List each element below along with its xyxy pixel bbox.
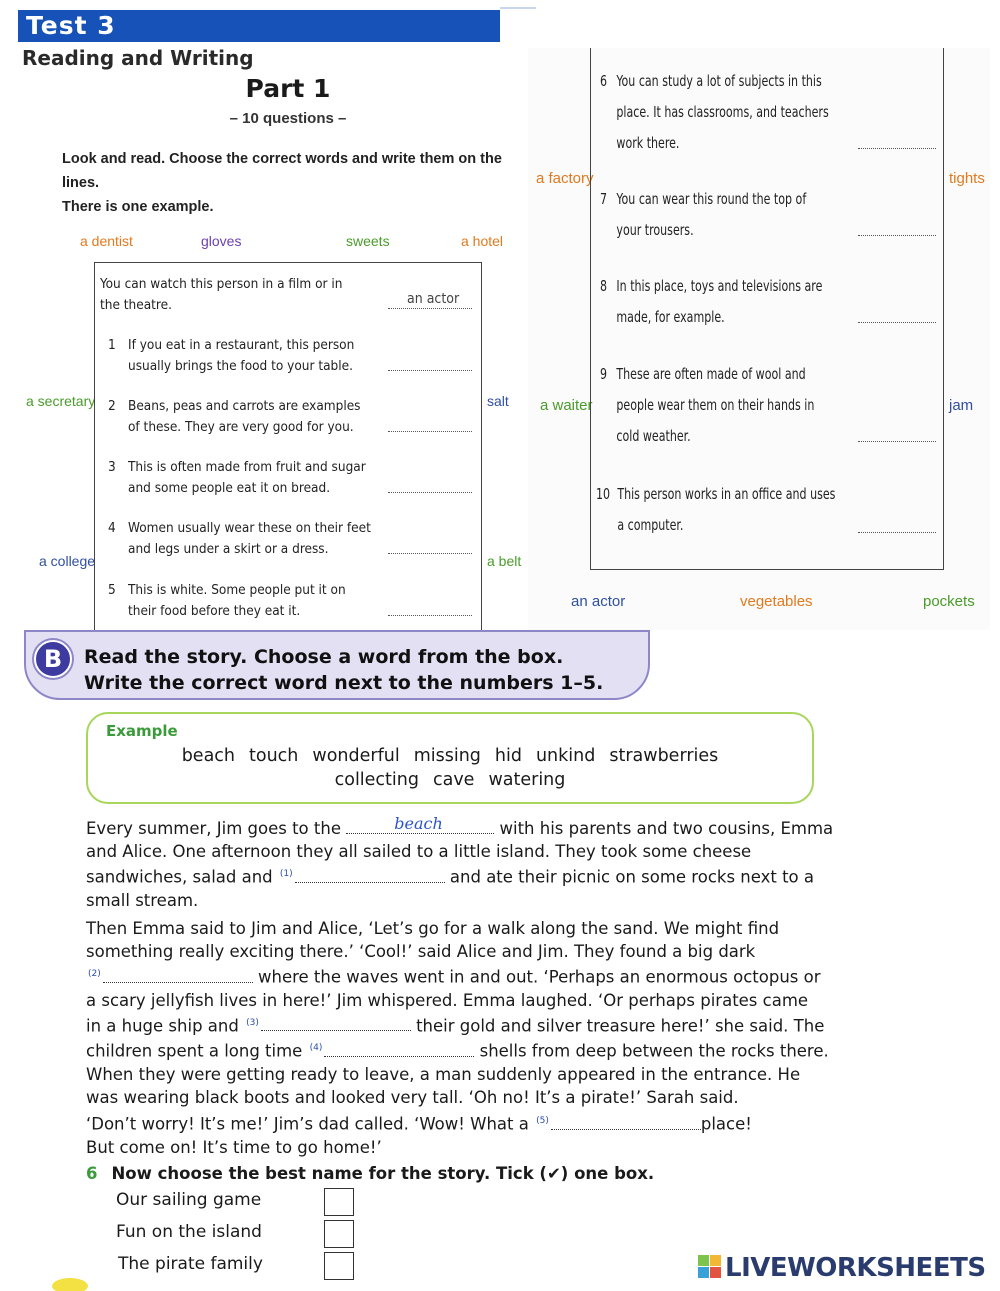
gap-2-input[interactable] [103, 969, 253, 983]
instructions [62, 147, 522, 219]
gap-1-input[interactable] [295, 869, 445, 883]
example-gap [346, 814, 494, 834]
word-box-row [86, 746, 814, 766]
question-9: 9 These are often made of wool and people wear them on their hands in cold weather. [600, 365, 815, 445]
story-paragraph-2: Then Emma said to Jim and Alice, ‘Let’s go for a walk along the sand. We might find something really exciting there.’ ‘Cool!’ said Alice and Jim. They found a big dark $^{(2)}$ where the waves went in and out. ‘Perhaps an enormous octopus or a scary jellyfish lives in here!’ Jim whispered. Emma laughed. ‘Or perhaps pirates came in a huge ship and $^{(3)}$ their gold and silver treasure here!’ she said. The children spent a long time $^{(4)}$ shells from deep between the rocks there. When they were getting ready to leave, a man suddenly appeared in the entrance. He was wearing black boots and looked very tall. ‘Oh no! It’s a pirate!’ Sarah said. [86, 919, 829, 1107]
part-title: Part 1 [245, 74, 331, 103]
section-title: Reading and Writing [22, 46, 254, 70]
answer-line-1[interactable] [388, 370, 472, 371]
answer-line-8[interactable] [858, 322, 936, 323]
word-box-word: hid [494, 746, 522, 766]
story-paragraph-1: Every summer, Jim goes to the beach with his parents and two cousins, Emma and Alice. One afternoon they all sailed to a little island. They took some cheese sandwiches, salad and $^{(1)}$ and ate their picnic on some rocks next to a small stream. [86, 814, 834, 910]
instruction-line: There is one example. [62, 199, 214, 215]
question-5: 5 This is white. Some people put it on their food before they eat it. [108, 582, 346, 619]
story-title-option: The pirate family [118, 1254, 263, 1274]
liveworksheets-icon [698, 1255, 722, 1279]
word-box-word: touch [249, 746, 299, 766]
test-banner: Test 3 [18, 10, 500, 42]
example-answer: an actor [407, 291, 460, 307]
question-6-prompt: 6 Now choose the best name for the story. Tick (✔) one box. [86, 1164, 655, 1183]
question-7: 7 You can wear this round the top of your trousers. [600, 190, 807, 239]
question-3: 3 This is often made from fruit and sugar and some people eat it on bread. [108, 459, 366, 496]
word-box-word: unkind [535, 746, 596, 766]
example-handwritten-answer: beach [394, 814, 443, 833]
word-option: pockets [923, 593, 975, 610]
word-option: vegetables [740, 593, 813, 610]
tick-box-3[interactable] [324, 1252, 354, 1280]
answer-line-5[interactable] [388, 615, 472, 616]
tick-box-2[interactable] [324, 1220, 354, 1248]
example-question: You can watch this person in a film or in the theatre. [100, 276, 343, 313]
example-label: Example [106, 722, 178, 740]
tick-box-1[interactable] [324, 1188, 354, 1216]
answer-line-9[interactable] [858, 441, 936, 442]
word-option: a waiter [540, 397, 593, 414]
answer-line-10[interactable] [858, 532, 936, 533]
question-box-left [94, 262, 482, 634]
answer-line-4[interactable] [388, 553, 472, 554]
gap-3-input[interactable] [261, 1017, 411, 1031]
word-option: a belt [487, 553, 522, 569]
question-count: – 10 questions – [229, 110, 347, 127]
word-box-word: watering [488, 770, 566, 790]
question-2: 2 Beans, peas and carrots are examples of these. They are very good for you. [108, 398, 361, 435]
liveworksheets-logo: LIVEWORKSHEETS [698, 1253, 986, 1283]
question-6: 6 You can study a lot of subjects in this place. It has classrooms, and teachers work there. [600, 72, 829, 152]
answer-line-7[interactable] [858, 235, 936, 236]
gap-5-input[interactable] [551, 1116, 701, 1130]
word-option: a factory [536, 170, 594, 187]
word-box-word: strawberries [609, 746, 719, 766]
answer-line-6[interactable] [858, 148, 936, 149]
story-paragraph-3: ‘Don’t worry! It’s me!’ Jim’s dad called. ‘Wow! What a $^{(5)}$ place! But come on! It’s time to go home!’ [86, 1114, 752, 1157]
word-option: tights [949, 170, 985, 187]
word-box-row [86, 770, 814, 790]
story-title-option: Fun on the island [116, 1222, 262, 1242]
answer-line-3[interactable] [388, 492, 472, 493]
question-1: 1 If you eat in a restaurant, this person usually brings the food to your table. [108, 337, 355, 374]
word-option: an actor [571, 593, 626, 610]
word-option: salt [487, 393, 509, 409]
word-option: a dentist [80, 233, 133, 249]
question-4: 4 Women usually wear these on their feet and legs under a skirt or a dress. [108, 520, 371, 557]
instruction-line: Look and read. Choose the correct words and write them on the lines. [62, 151, 502, 191]
banner-rule [500, 7, 536, 9]
word-box-word: collecting [334, 770, 419, 790]
word-option: gloves [201, 233, 242, 249]
word-option: sweets [346, 233, 390, 249]
word-option: jam [949, 397, 974, 414]
yellow-decoration [52, 1278, 88, 1291]
question-8: 8 In this place, toys and televisions are made, for example. [600, 277, 823, 326]
word-box-word: beach [181, 746, 236, 766]
word-option: a secretary [26, 393, 96, 409]
word-box-word: wonderful [312, 746, 400, 766]
word-box-word: missing [413, 746, 481, 766]
section-b-title: Read the story. Choose a word from the box. Write the correct word next to the numbers 1–5. [84, 646, 604, 694]
story-title-option: Our sailing game [116, 1190, 262, 1210]
word-option: a college [39, 553, 96, 569]
gap-4-input[interactable] [324, 1043, 474, 1057]
answer-line-2[interactable] [388, 431, 472, 432]
section-b-badge: B [34, 640, 72, 678]
word-option: a hotel [461, 233, 504, 249]
question-10: 10 This person works in an office and uses a computer. [596, 485, 836, 534]
example-answer-line [388, 308, 472, 309]
word-box-word: cave [432, 770, 475, 790]
